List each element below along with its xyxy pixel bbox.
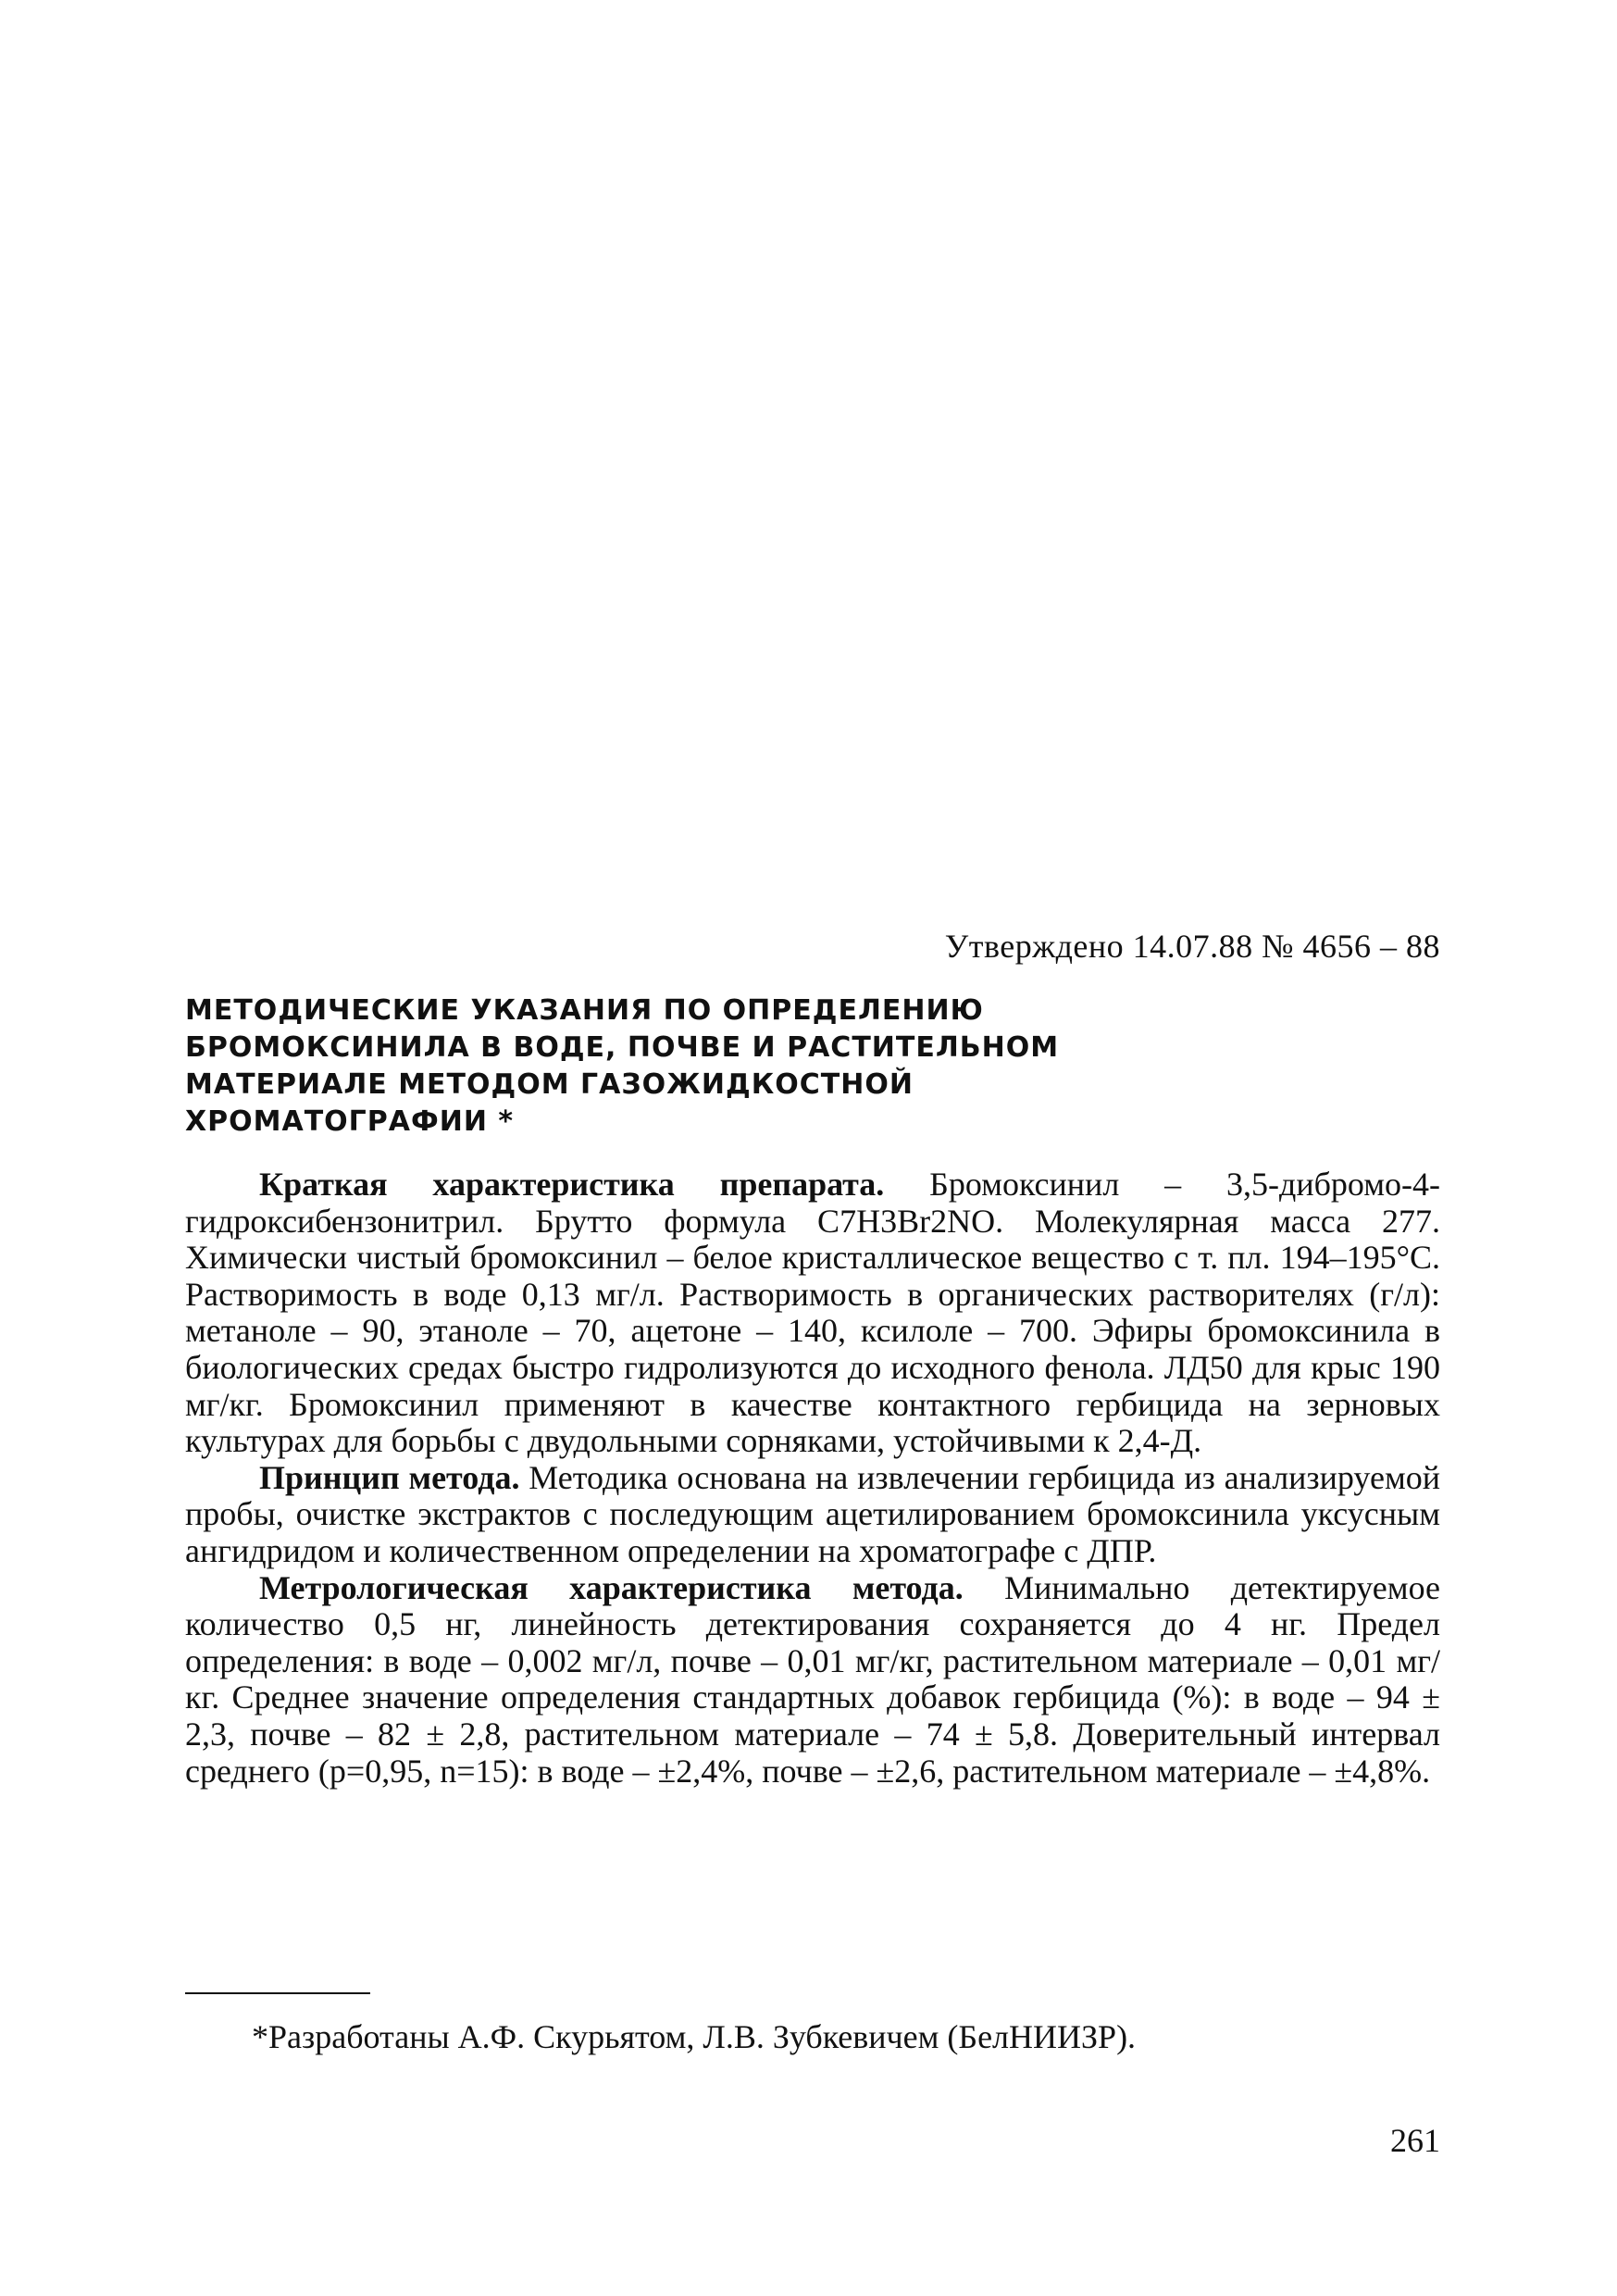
footnote-divider — [185, 1992, 370, 1994]
paragraph-principle — [185, 1460, 1440, 1570]
paragraph-lead: Краткая характеристика препарата. — [259, 1166, 885, 1203]
paragraph-text: Бромоксинил – 3,5-дибромо-4-гидроксибензонитрил. Брутто формула C7H3Br2NO. Молекулярная масса 277. Химически чистый бромоксинил – белое кристаллическое вещество с т. пл. 194–195°C. Растворимость в воде 0,13 мг/л. Растворимость в органических растворителях (г/л): метаноле – 90, этаноле – 70, ацетоне – 140, ксилоле – 700. Эфиры бромоксинила в биологических средах быстро гидролизуются до исходного фенола. ЛД50 для крыс 190 мг/кг. Бромоксинил применяют в качестве контактного гербицида на зерновых культурах для борьбы с двудольными сорняками, устойчивыми к 2,4-Д. — [185, 1166, 1440, 1460]
paragraph-preparation — [185, 1167, 1440, 1460]
page-number: 261 — [1390, 2122, 1440, 2159]
approval-line: Утверждено 14.07.88 № 4656 – 88 — [944, 928, 1440, 965]
document-body — [185, 1167, 1440, 1790]
paragraph-lead: Метрологическая характеристика метода. — [259, 1568, 964, 1606]
paragraph-lead: Принцип метода. — [259, 1458, 520, 1496]
paragraph-text: Методика основана на извлечении гербицида из анализируемой пробы, очистке экстрактов с последующим ацетилированием бромоксинила уксусным ангидридом и количественном определении на хроматографе с ДПР. — [185, 1458, 1440, 1569]
paragraph-text: Минимально детектируемое количество 0,5 нг, линейность детектирования сохраняется до 4 нг. Предел определения: в воде – 0,002 мг/л, почве – 0,01 мг/кг, растительном материале – 0,01 мг/кг. Среднее значение определения стандартных добавок гербицида (%): в воде – 94 ± 2,3, почве – 82 ± 2,8, растительном материале – 74 ± 5,8. Доверительный интервал среднего (p=0,95, n=15): в воде – ±2,4%, почве – ±2,6, растительном материале – ±4,8%. — [185, 1568, 1440, 1790]
document-title: МЕТОДИЧЕСКИЕ УКАЗАНИЯ ПО ОПРЕДЕЛЕНИЮ БРОМОКСИНИЛА В ВОДЕ, ПОЧВЕ И РАСТИТЕЛЬНОМ МАТЕРИАЛЕ МЕТОДОМ ГАЗОЖИДКОСТНОЙ ХРОМАТОГРАФИИ * — [185, 994, 1060, 1138]
footnote: *Разработаны А.Ф. Скурьятом, Л.В. Зубкевичем (БелНИИЗР). — [252, 2018, 1137, 2055]
paragraph-metrology — [185, 1570, 1440, 1791]
